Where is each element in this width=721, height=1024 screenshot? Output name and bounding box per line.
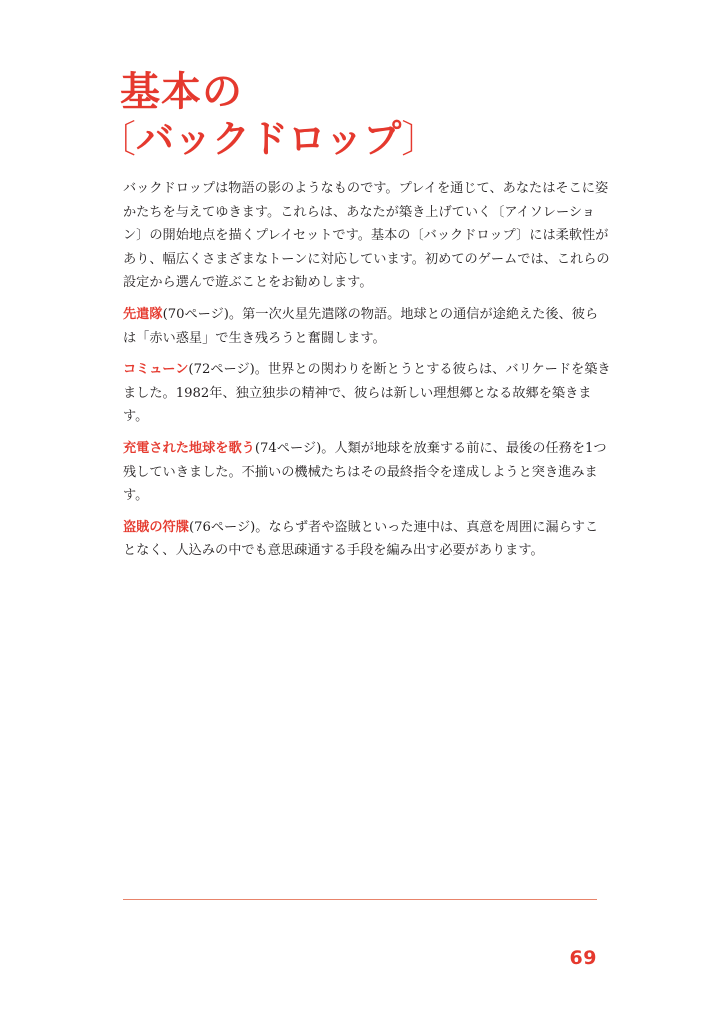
title-backdrop-word: バックドロップ bbox=[136, 117, 402, 161]
backdrop-name: 先遣隊 bbox=[123, 306, 163, 322]
backdrop-entry bbox=[123, 303, 611, 350]
title-line-2 bbox=[98, 117, 440, 161]
backdrop-description: (70ページ)。第一次火星先遣隊の物語。地球との通信が途絶えた後、彼らは「赤い惑星」で生き残ろうと奮闘します。 bbox=[123, 306, 599, 346]
body-text bbox=[123, 177, 611, 571]
title-bracket-open: 〔 bbox=[98, 117, 137, 161]
backdrop-name: コミューン bbox=[123, 362, 189, 378]
title-line-1: 基本の bbox=[120, 69, 243, 115]
page-title bbox=[98, 69, 440, 161]
backdrop-entry bbox=[123, 516, 611, 563]
footer-rule bbox=[123, 899, 597, 900]
backdrop-description: (76ページ)。ならず者や盗賊といった連中は、真意を周囲に漏らすことなく、人込みの中でも意思疎通する手段を編み出す必要があります。 bbox=[123, 519, 599, 559]
intro-paragraph: バックドロップは物語の影のようなものです。プレイを通じて、あなたはそこに姿かたちを与えてゆきます。これらは、あなたが築き上げていく〔アイソレーション〕の開始地点を描くプレイセットです。基本の〔バックドロップ〕には柔軟性があり、幅広くさまざまなトーンに対応しています。初めてのゲームでは、これらの設定から選んで遊ぶことをお勧めします。 bbox=[123, 181, 610, 291]
backdrop-name: 充電された地球を歌う bbox=[123, 440, 255, 456]
backdrop-entry bbox=[123, 437, 611, 508]
title-bracket-close: 〕 bbox=[401, 117, 440, 161]
backdrop-entry bbox=[123, 358, 611, 429]
backdrop-description: (72ページ)。世界との関わりを断とうとする彼らは、バリケードを築きました。1982年、独立独歩の精神で、彼らは新しい理想郷となる故郷を築きます。 bbox=[123, 362, 611, 425]
backdrop-name: 盗賊の符牒 bbox=[123, 519, 189, 535]
backdrop-description: (74ページ)。人類が地球を放棄する前に、最後の任務を1つ残していきました。不揃いの機械たちはその最終指令を達成しようと突き進みます。 bbox=[123, 440, 607, 504]
page-number: 69 bbox=[569, 947, 597, 969]
